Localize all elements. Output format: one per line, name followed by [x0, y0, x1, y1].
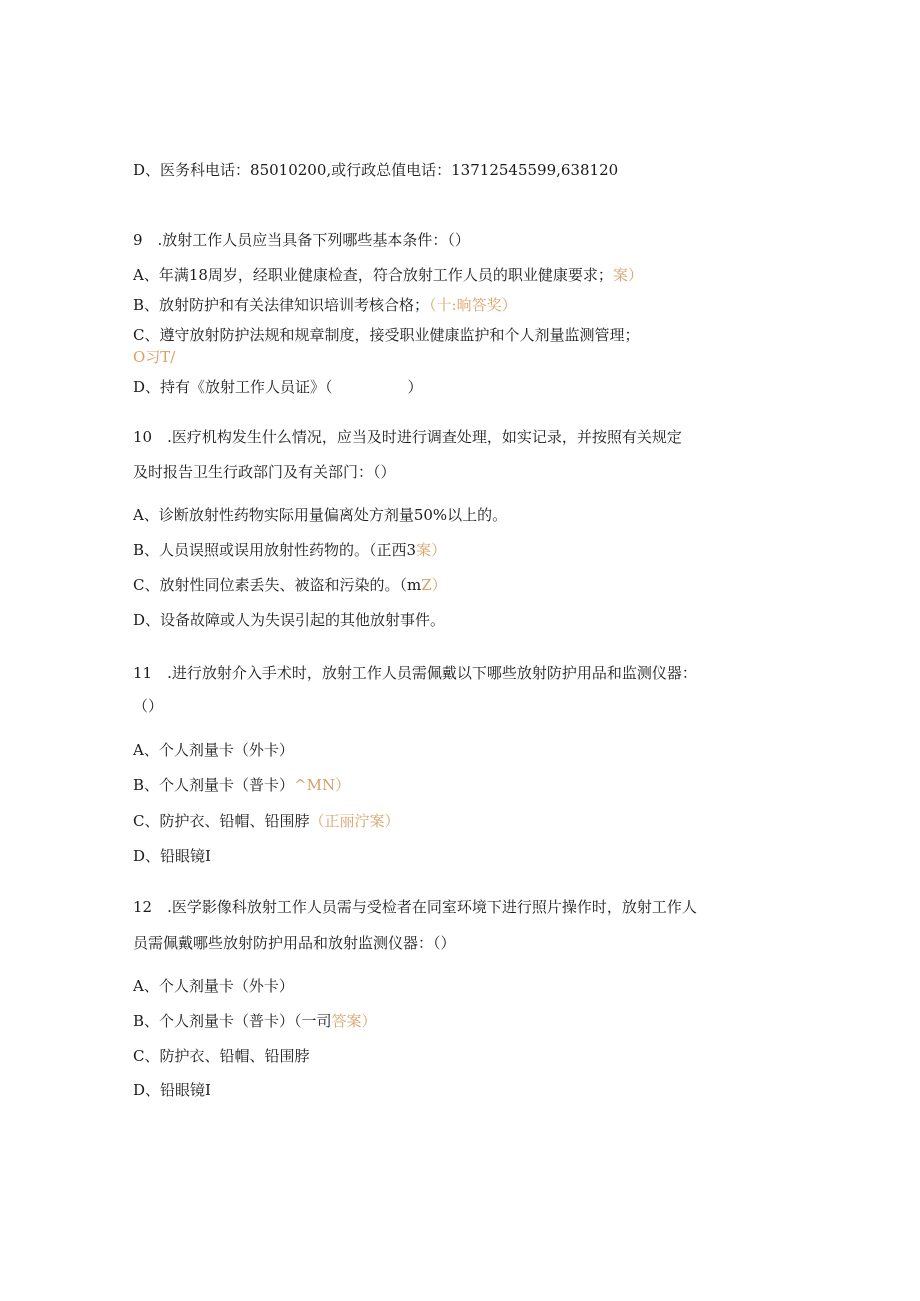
q10-option-b: B、人员误照或误用放射性药物的。（正西3案）	[133, 541, 447, 559]
q12-stem-line2: 员需佩戴哪些放射防护用品和放射监测仪器：（）	[133, 934, 456, 952]
q11-option-b: B、个人剂量卡（普卡）^MN）	[133, 776, 351, 794]
q11-stem: 11 .进行放射介入手术时，放射工作人员需佩戴以下哪些放射防护用品和监测仪器：	[133, 664, 697, 682]
answer-mark: （十:晌答奖）	[429, 296, 517, 314]
q12-option-b: B、个人剂量卡（普卡）（一司答案）	[133, 1012, 377, 1030]
answer-mark: O习T/	[133, 348, 176, 366]
q10-option-a: A、诊断放射性药物实际用量偏离处方剂量50%以上的。	[133, 506, 508, 524]
q9-option-d: D、持有《放射工作人员证》（ ）	[133, 378, 423, 396]
answer-mark: Z）	[421, 576, 447, 594]
q9-option-a: A、年满18周岁，经职业健康检查，符合放射工作人员的职业健康要求；案）	[133, 266, 643, 284]
q9-option-c-answer	[133, 347, 175, 367]
q10-option-c: C、放射性同位素丢失、被盗和污染的。（mZ）	[133, 576, 447, 594]
answer-mark: 案）	[416, 541, 447, 559]
q12-option-c: C、防护衣、铅帽、铅围脖	[133, 1047, 310, 1065]
answer-mark: ^MN）	[294, 776, 351, 794]
answer-mark: 案）	[612, 266, 643, 284]
q10-stem-line1: 10 .医疗机构发生什么情况，应当及时进行调查处理，如实记录，并按照有关规定	[133, 428, 682, 446]
q10-stem-line2: 及时报告卫生行政部门及有关部门：（）	[133, 463, 396, 481]
q9-option-b: B、放射防护和有关法律知识培训考核合格；（十:晌答奖）	[133, 296, 517, 314]
q11-option-d: D、铅眼镜I	[133, 847, 211, 865]
q8-option-d: D、医务科电话：85010200,或行政总值电话：13712545599,638120	[133, 161, 619, 179]
q12-option-a: A、个人剂量卡（外卡）	[133, 977, 294, 995]
q9-option-c: C、遵守放射防护法规和规章制度，接受职业健康监护和个人剂量监测管理；	[133, 326, 640, 344]
answer-mark: 答案）	[331, 1012, 377, 1030]
answer-mark: （正丽泞案）	[309, 812, 400, 830]
q12-stem-line1: 12 .医学影像科放射工作人员需与受检者在同室环境下进行照片操作时，放射工作人	[133, 898, 697, 916]
q9-stem: 9 .放射工作人员应当具备下列哪些基本条件：（）	[133, 231, 470, 249]
q10-option-d: D、设备故障或人为失误引起的其他放射事件。	[133, 611, 446, 629]
q11-option-a: A、个人剂量卡（外卡）	[133, 741, 294, 759]
q11-option-c: C、防护衣、铅帽、铅围脖（正丽泞案）	[133, 812, 400, 830]
q11-stem-blank: （）	[133, 697, 164, 715]
q12-option-d: D、铅眼镜I	[133, 1081, 211, 1099]
